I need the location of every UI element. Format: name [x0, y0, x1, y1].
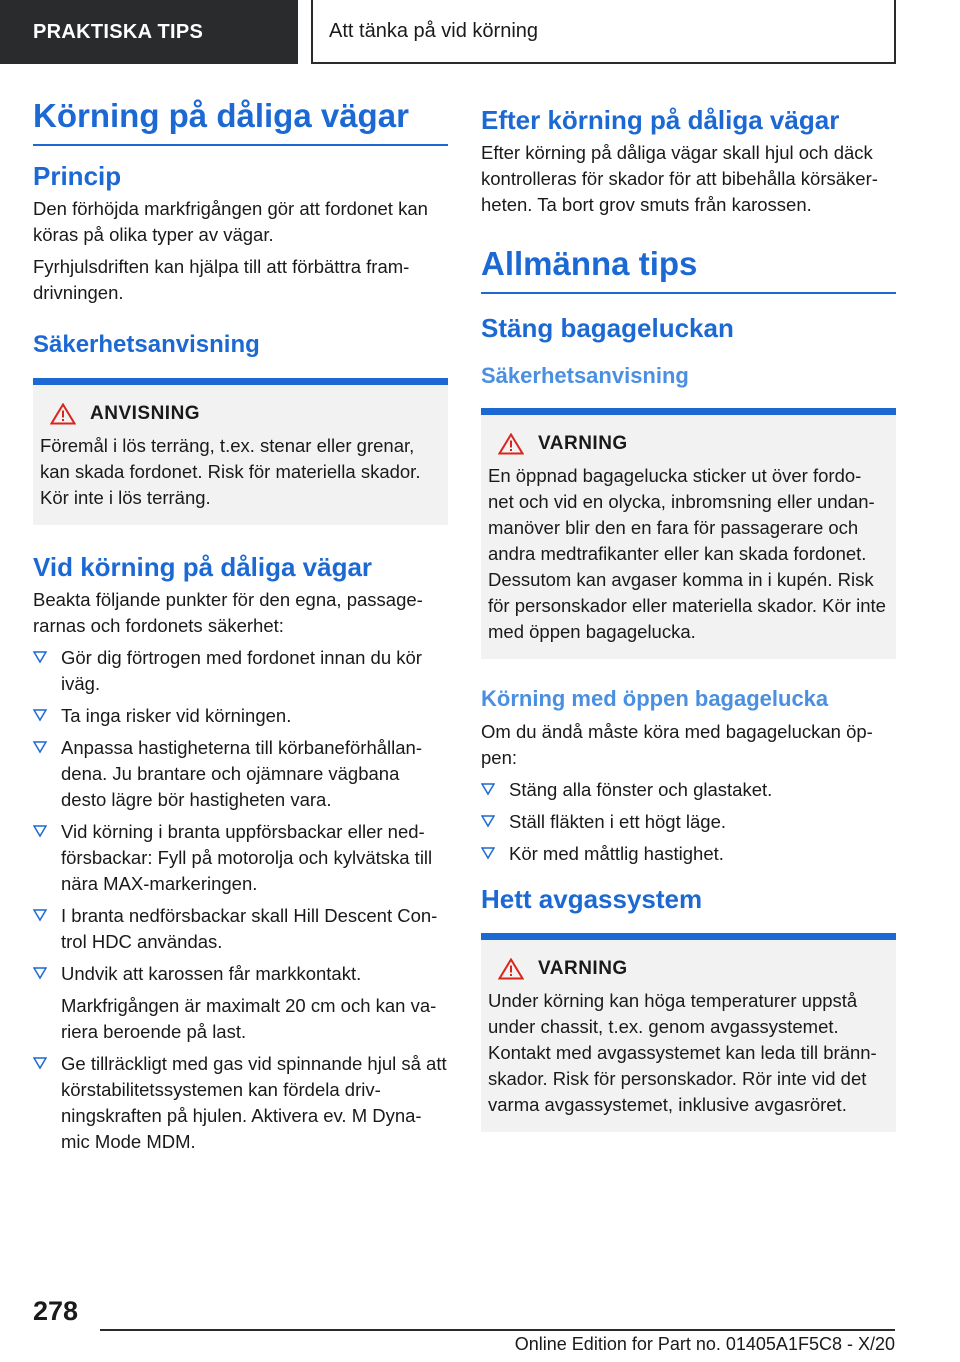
triangle-bullet-icon [33, 1056, 47, 1070]
driving-heading: Vid körning på dåliga vägar [33, 552, 373, 582]
principle-paragraph-1: Den förhöjda markfrigången gör att fordonet kan köras på olika typer av vägar. [33, 198, 428, 245]
triangle-bullet-icon [33, 908, 47, 922]
ground-clearance-note: Markfrigången är maximalt 20 cm och kan va-riera beroende på last. [61, 995, 437, 1042]
driving-bullet-list [33, 645, 448, 987]
left-column [33, 96, 448, 1161]
triangle-bullet-icon [33, 824, 47, 838]
footer-divider [100, 1329, 895, 1331]
list-item: Kör med måttlig hastighet. [481, 841, 896, 867]
notice-box [33, 378, 448, 525]
list-item: Anpassa hastigheterna till körbaneförhållan-dena. Ju brantare och ojämnare vägbana desto lägre bör hastigheten vara. [33, 735, 448, 813]
after-driving-text: Efter körning på dåliga vägar skall hjul och däck kontrolleras för skador för att bibehålla körsäker-heten. Ta bort grov smuts från karossen. [481, 142, 878, 215]
list-item: Undvik att karossen får markkontakt. [33, 961, 448, 987]
list-item: Ställ fläkten i ett högt läge. [481, 809, 896, 835]
open-trunk-intro: Om du ändå måste köra med bagageluckan öp-pen: [481, 721, 873, 768]
triangle-bullet-icon [481, 814, 495, 828]
triangle-bullet-icon [33, 740, 47, 754]
warning-triangle-icon [498, 433, 524, 455]
driving-bullet-list-cont [33, 1051, 448, 1155]
page-header [0, 0, 960, 66]
list-item: Gör dig förtrogen med fordonet innan du kör iväg. [33, 645, 448, 697]
warning-text: Under körning kan höga temperaturer uppstå under chassit, t.ex. genom avgassystemet. Kontakt med avgassystemet kan leda till bränn-skador. Risk för personskador. Rör inte vid det varma avgassystemet, inklusive avgasröret. [488, 990, 877, 1115]
page-number: 278 [33, 1296, 79, 1326]
triangle-bullet-icon [481, 782, 495, 796]
triangle-bullet-icon [33, 966, 47, 980]
safety-heading: Säkerhetsanvisning [33, 331, 260, 358]
triangle-bullet-icon [33, 650, 47, 664]
list-item: Vid körning i branta uppförsbackar eller ned-försbackar: Fyll på motorolja och kylvätska till nära MAX-markeringen. [33, 819, 448, 897]
list-item: Ta inga risker vid körningen. [33, 703, 448, 729]
warning-text: En öppnad bagagelucka sticker ut över fordo-net och vid en olycka, inbromsning eller undan-manöver blir den en fara för passagerare och andra medtrafikanter eller kan skada fordonet. Dessutom kan avgaser komma in i kupén. Risk för personskador eller materiella skador. Kör inte med öppen bagagelucka. [488, 465, 886, 642]
warning-title: VARNING [538, 433, 628, 454]
open-trunk-bullet-list [481, 777, 896, 867]
triangle-bullet-icon [33, 708, 47, 722]
edition-text: Online Edition for Part no. 01405A1F5C8 - X/20 [514, 1334, 895, 1354]
open-trunk-heading: Körning med öppen bagagelucka [481, 686, 829, 711]
warning-title: VARNING [538, 958, 628, 979]
notice-text: Föremål i lös terräng, t.ex. stenar eller grenar, kan skada fordonet. Risk för materiella skador. Kör inte i lös terräng. [40, 435, 421, 508]
after-driving-heading: Efter körning på dåliga vägar [481, 105, 840, 135]
list-item: Ge tillräckligt med gas vid spinnande hjul så att körstabilitetssystemen kan fördela driv-ningskraften på hjulen. Aktivera ev. M Dyna-mic Mode MDM. [33, 1051, 448, 1155]
page-title: Körning på dåliga vägar [33, 96, 448, 146]
warning-box-trunk [481, 408, 896, 659]
triangle-bullet-icon [481, 846, 495, 860]
exhaust-heading: Hett avgassystem [481, 884, 703, 914]
chapter-label: Att tänka på vid körning [311, 0, 896, 64]
trunk-safety-heading: Säkerhetsanvisning [481, 363, 689, 388]
general-tips-title: Allmänna tips [481, 244, 896, 294]
list-item: Stäng alla fönster och glastaket. [481, 777, 896, 803]
principle-paragraph-2: Fyrhjulsdriften kan hjälpa till att förbättra fram-drivningen. [33, 256, 410, 303]
warning-triangle-icon [498, 958, 524, 980]
right-column [481, 104, 896, 1158]
warning-box-exhaust [481, 933, 896, 1132]
trunk-heading: Stäng bagageluckan [481, 313, 734, 343]
principle-heading: Princip [33, 161, 122, 191]
driving-intro: Beakta följande punkter för den egna, passage-rarnas och fordonets säkerhet: [33, 589, 423, 636]
list-item: I branta nedförsbackar skall Hill Descent Con-trol HDC användas. [33, 903, 448, 955]
warning-triangle-icon [50, 403, 76, 425]
section-label: PRAKTISKA TIPS [0, 0, 298, 64]
notice-title: ANVISNING [90, 403, 201, 424]
